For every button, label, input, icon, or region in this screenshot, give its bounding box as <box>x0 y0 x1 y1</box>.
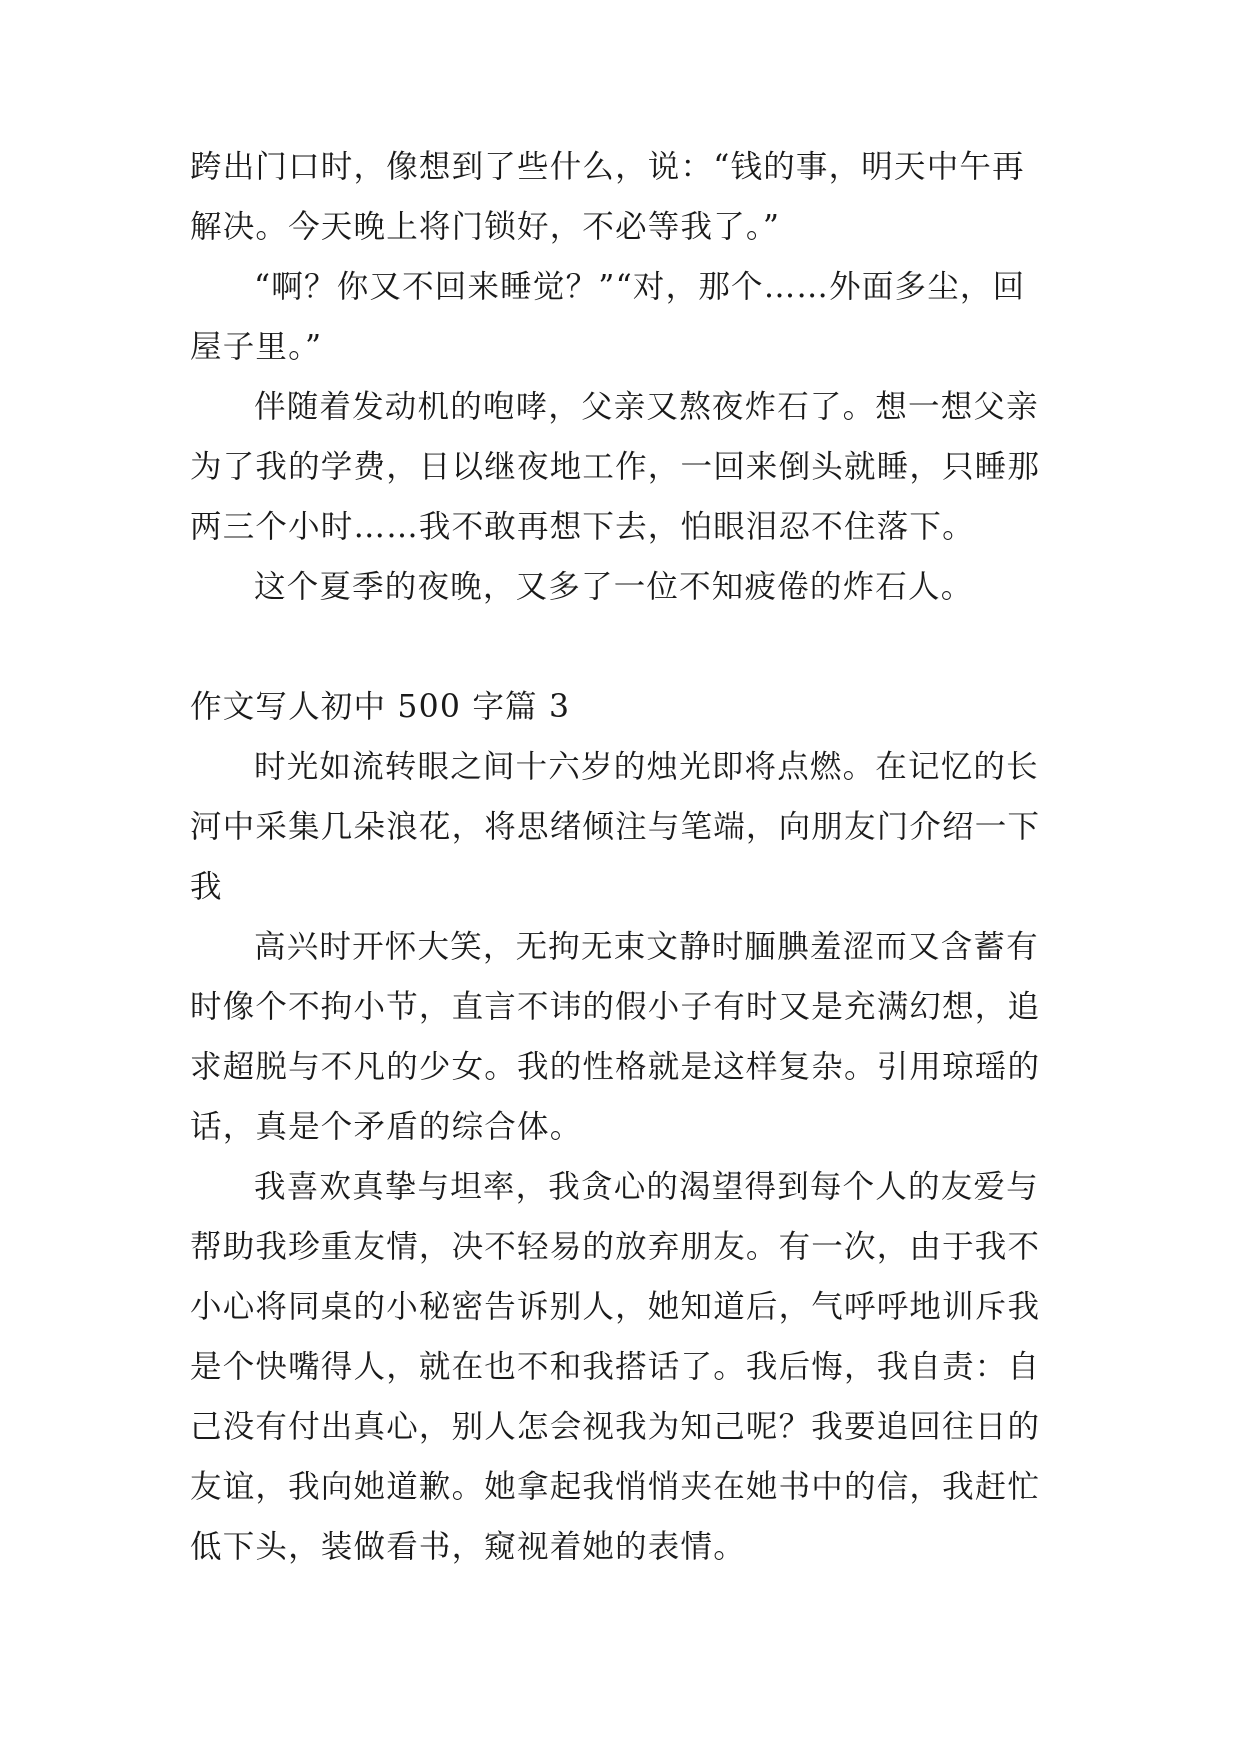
paragraph: 高兴时开怀大笑，无拘无束文静时腼腆羞涩而又含蓄有时像个不拘小节，直言不讳的假小子有时又是充满幻想，追求超脱与不凡的少女。我的性格就是这样复杂。引用琼瑶的话，真是个矛盾的综合体。 <box>190 929 1041 1145</box>
paragraph: 伴随着发动机的咆哮，父亲又熬夜炸石了。想一想父亲为了我的学费，日以继夜地工作，一回来倒头就睡，只睡那两三个小时……我不敢再想下去，怕眼泪忍不住落下。 <box>190 389 1041 545</box>
paragraph: 这个夏季的夜晚，又多了一位不知疲倦的炸石人。 <box>254 569 974 605</box>
story-continuation <box>190 137 1052 617</box>
paragraph: 跨出门口时，像想到了些什么，说：“钱的事，明天中午再解决。今天晚上将门锁好，不必等我了。” <box>190 149 1025 245</box>
paragraph: 时光如流转眼之间十六岁的烛光即将点燃。在记忆的长河中采集几朵浪花，将思绪倾注与笔端，向朋友门介绍一下我 <box>190 749 1041 905</box>
paragraph: 我喜欢真挚与坦率，我贪心的渴望得到每个人的友爱与帮助我珍重友情，决不轻易的放弃朋友。有一次，由于我不小心将同桌的小秘密告诉别人，她知道后，气呼呼地训斥我是个快嘴得人，就在也不和我搭话了。我后悔，我自责：自己没有付出真心，别人怎会视我为知己呢？我要追回往日的友谊，我向她道歉。她拿起我悄悄夹在她书中的信，我赶忙低下头，装做看书，窥视着她的表情。 <box>190 1169 1041 1565</box>
essay-section-3 <box>190 677 1052 1577</box>
section-heading: 作文写人初中 500 字篇 3 <box>190 689 571 725</box>
paragraph: “啊？你又不回来睡觉？”“对，那个……外面多尘，回屋子里。” <box>190 269 1026 365</box>
